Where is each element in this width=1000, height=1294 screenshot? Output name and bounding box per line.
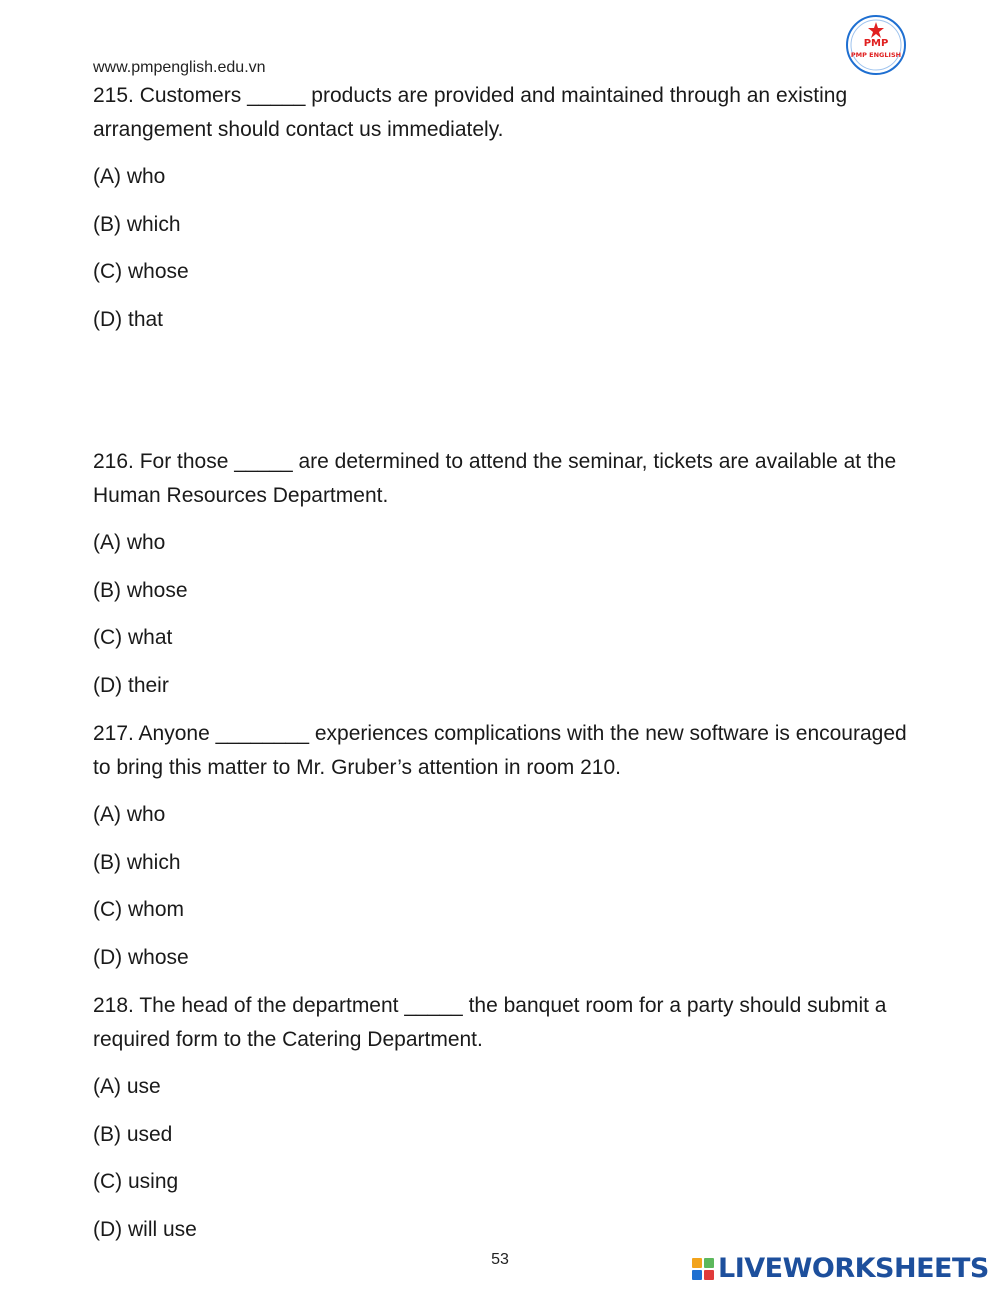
question-stem: 216. For those _____ are determined to attend the seminar, tickets are available at the Human Resources Department. bbox=[93, 450, 897, 507]
option-d: (D) will use bbox=[93, 1217, 197, 1241]
option-a: (A) who bbox=[93, 531, 166, 554]
liveworksheets-brand[interactable] bbox=[692, 1253, 989, 1284]
option-d: (D) their bbox=[93, 673, 169, 697]
option-d: (D) that bbox=[93, 307, 164, 331]
option-a: (A) who bbox=[93, 165, 166, 188]
question-216 bbox=[93, 445, 923, 716]
question-stem: 218. The head of the department _____ the banquet room for a party should submit a required form to the Catering Department. bbox=[93, 994, 887, 1051]
option-c: (C) what bbox=[93, 626, 173, 650]
option-a: (A) who bbox=[93, 803, 166, 826]
option-c: (C) whose bbox=[93, 260, 189, 284]
pmp-english-logo-icon bbox=[845, 14, 907, 76]
option-b: (B) used bbox=[93, 1122, 173, 1146]
question-stem: 215. Customers _____ products are provided and maintained through an existing arrangement should contact us immediately. bbox=[93, 84, 848, 141]
option-c: (C) using bbox=[93, 1170, 179, 1194]
option-b: (B) whose bbox=[93, 578, 188, 602]
liveworksheets-logo-icon bbox=[692, 1258, 714, 1280]
question-217 bbox=[93, 717, 923, 988]
page-number: 53 bbox=[491, 1251, 509, 1268]
option-d: (D) whose bbox=[93, 945, 189, 969]
option-b: (B) which bbox=[93, 850, 181, 874]
svg-text:PMP ENGLISH: PMP ENGLISH bbox=[850, 51, 902, 59]
svg-text:PMP: PMP bbox=[863, 38, 889, 49]
question-218 bbox=[93, 989, 923, 1260]
option-b: (B) which bbox=[93, 212, 181, 236]
option-c: (C) whom bbox=[93, 898, 185, 922]
question-215 bbox=[93, 79, 923, 350]
question-stem: 217. Anyone ________ experiences complications with the new software is encouraged to bring this matter to Mr. Gruber’s attention in room 210. bbox=[93, 722, 907, 779]
liveworksheets-wordmark: LIVEWORKSHEETS bbox=[718, 1253, 989, 1284]
site-url: www.pmpenglish.edu.vn bbox=[93, 59, 266, 76]
option-a: (A) use bbox=[93, 1075, 161, 1098]
